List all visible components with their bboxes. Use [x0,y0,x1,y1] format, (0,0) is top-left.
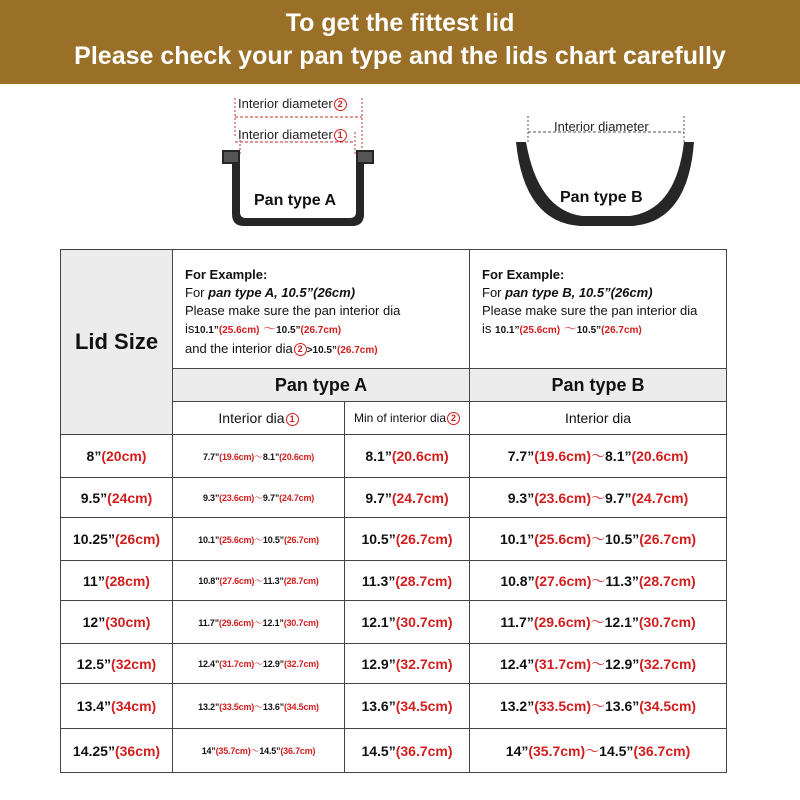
table-row [61,435,727,478]
col-min-interior-dia-2: Min of interior dia 2 [345,402,470,435]
pan-type-b-diagram [510,112,700,237]
marker-2-icon: 2 [334,98,347,111]
table-row [61,729,727,773]
pan-a-interior-range-cell: 12.4”(31.7cm)～12.9”(32.7cm) [173,644,345,684]
pan-a-min-cell: 12.9”(32.7cm) [345,644,470,684]
pan-a-illustration [210,92,380,237]
table-row [61,561,727,601]
example-pan-b: For Example: For pan type B, 10.5”(26cm) Please make sure the pan interior dia is 10.1”(25.6cm) ～10.5”(26.7cm) [470,250,727,369]
pan-b-interior-range-cell: 13.2”(33.5cm)～13.6”(34.5cm) [470,684,727,729]
pan-b-interior-range-cell: 11.7”(29.6cm)～12.1”(30.7cm) [470,601,727,644]
marker-2-icon: 2 [447,412,460,425]
banner-title: To get the fittest lid [285,9,515,37]
pan-a-label: Pan type A [254,192,337,209]
banner-subtitle: Please check your pan type and the lids chart carefully [74,42,726,70]
pan-a-interior-range-cell: 9.3”(23.6cm)～9.7”(24.7cm) [173,478,345,518]
pan-a-interior-range-cell: 13.2”(33.5cm)～13.6”(34.5cm) [173,684,345,729]
table-row [61,601,727,644]
pan-a-interior-range-cell: 7.7”(19.6cm)～8.1”(20.6cm) [173,435,345,478]
pan-a-interior-range-cell: 14”(35.7cm)～14.5”(36.7cm) [173,729,345,773]
marker-2-icon: 2 [294,343,307,356]
pan-b-header: Pan type B [470,369,727,402]
marker-1-icon: 1 [286,413,299,426]
pan-a-dim1-label: Interior diameter 1 [238,127,347,142]
pan-b-interior-range-cell: 10.8”(27.6cm)～11.3”(28.7cm) [470,561,727,601]
pan-a-header: Pan type A [173,369,470,402]
pan-a-min-cell: 14.5”(36.7cm) [345,729,470,773]
pan-a-min-cell: 12.1”(30.7cm) [345,601,470,644]
table-row [61,644,727,684]
col-interior-dia-1: Interior dia 1 [173,402,345,435]
pan-a-interior-range-cell: 10.1”(25.6cm)～10.5”(26.7cm) [173,518,345,561]
pan-b-interior-range-cell: 10.1”(25.6cm)～10.5”(26.7cm) [470,518,727,561]
lids-chart-table [60,249,727,773]
pan-b-interior-range-cell: 14”(35.7cm)～14.5”(36.7cm) [470,729,727,773]
marker-1-icon: 1 [334,129,347,142]
pan-b-interior-range-cell: 7.7”(19.6cm)～8.1”(20.6cm) [470,435,727,478]
table-row [61,478,727,518]
pan-a-min-cell: 9.7”(24.7cm) [345,478,470,518]
lid-size-cell: 11”(28cm) [61,561,173,601]
lid-size-cell: 14.25”(36cm) [61,729,173,773]
pan-b-dim-label: Interior diameter [554,119,649,134]
example-pan-a: For Example: For pan type A, 10.5”(26cm) Please make sure the pan interior dia is10.1”(25.6cm) ～10.5”(26.7cm) and the interior dia 2 >10.5”(26.7cm) [173,250,470,369]
pan-b-label: Pan type B [560,189,643,206]
header-banner [0,0,800,84]
pan-a-dim2-label: Interior diameter 2 [238,96,347,111]
lid-rows [61,435,727,773]
pan-a-min-cell: 11.3”(28.7cm) [345,561,470,601]
pan-a-min-cell: 8.1”(20.6cm) [345,435,470,478]
pan-a-interior-range-cell: 10.8”(27.6cm)～11.3”(28.7cm) [173,561,345,601]
pan-type-a-diagram [210,92,380,237]
lid-size-cell: 10.25”(26cm) [61,518,173,561]
lid-size-header: Lid Size [61,250,173,435]
pan-a-min-cell: 13.6”(34.5cm) [345,684,470,729]
lid-size-cell: 8”(20cm) [61,435,173,478]
lid-size-cell: 13.4”(34cm) [61,684,173,729]
table-row [61,518,727,561]
pan-b-interior-range-cell: 9.3”(23.6cm)～9.7”(24.7cm) [470,478,727,518]
lid-size-cell: 9.5”(24cm) [61,478,173,518]
pan-a-min-cell: 10.5”(26.7cm) [345,518,470,561]
table-row [61,684,727,729]
lid-size-cell: 12.5”(32cm) [61,644,173,684]
pan-b-interior-range-cell: 12.4”(31.7cm)～12.9”(32.7cm) [470,644,727,684]
col-interior-dia-b: Interior dia [470,402,727,435]
lid-size-cell: 12”(30cm) [61,601,173,644]
pan-a-interior-range-cell: 11.7”(29.6cm)～12.1”(30.7cm) [173,601,345,644]
